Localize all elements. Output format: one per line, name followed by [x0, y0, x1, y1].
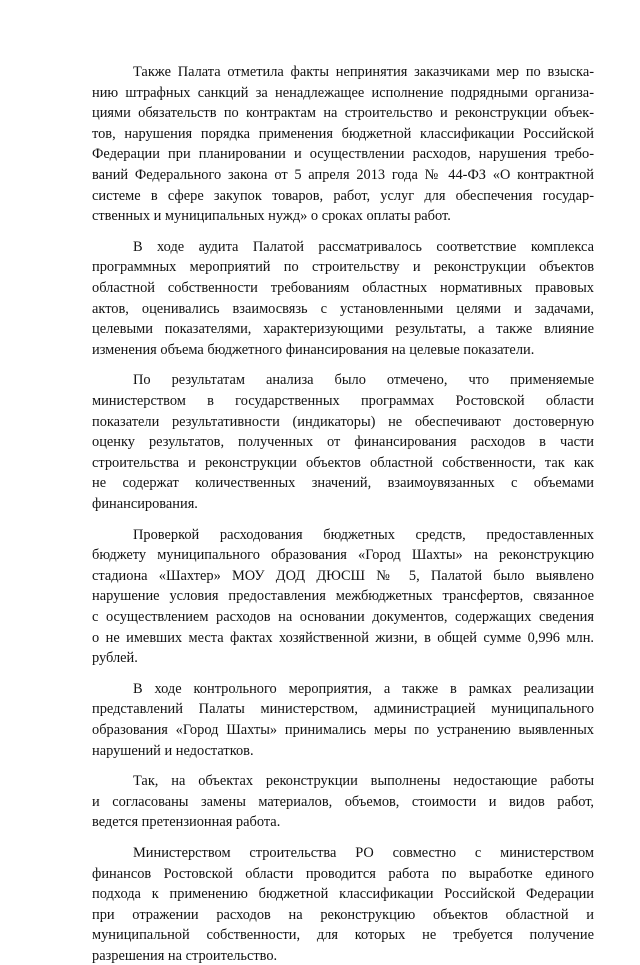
text-line: о не имевших места фактах хозяйственной жизни, в общей сумме 0,996 млн. — [92, 630, 594, 646]
text-line: программных мероприятий по строительству и реконструкции объектов — [92, 259, 594, 275]
text-line: финансирования. — [92, 496, 198, 512]
text-line: при отражении расходов на реконструкцию объектов областной и — [92, 907, 594, 923]
text-line: Министерством строительства РО совместно с министерством — [133, 845, 594, 861]
text-line: нию штрафных санкций за ненадлежащее исполнение подрядными организа- — [92, 85, 594, 101]
text-line: Так, на объектах реконструкции выполнены недостающие работы — [133, 773, 594, 789]
text-line: и согласованы замены материалов, объемов, стоимости и видов работ, — [92, 794, 594, 810]
text-line: рублей. — [92, 650, 138, 666]
text-line: показатели результативности (индикаторы) не обеспечивают достоверную — [92, 414, 594, 430]
text-line: По результатам анализа было отмечено, что применяемые — [133, 372, 594, 388]
text-line: тов, нарушения порядка применения бюджетной классификации Российской — [92, 126, 594, 142]
text-line: целевыми показателями, характеризующими результаты, а также влияние — [92, 321, 594, 337]
text-line: не содержат количественных значений, взаимоувязанных с объемами — [92, 475, 594, 491]
text-line: муниципальной собственности, для которых не требуется получение — [92, 927, 594, 943]
text-line: представлений Палаты министерством, администрацией муниципального — [92, 701, 594, 717]
text-line: бюджету муниципального образования «Город Шахты» на реконструкцию — [92, 547, 594, 563]
text-line: Также Палата отметила факты непринятия заказчиками мер по взыска- — [133, 64, 594, 80]
text-line: В ходе контрольного мероприятия, а также в рамках реализации — [133, 681, 594, 697]
text-line: системе в сфере закупок товаров, работ, услуг для обеспечения государ- — [92, 188, 594, 204]
text-line: ваний Федерального закона от 5 апреля 2013 года № 44-ФЗ «О контрактной — [92, 167, 594, 183]
text-line: разрешения на строительство. — [92, 948, 278, 964]
text-line: В ходе аудита Палатой рассматривалось соответствие комплекса — [133, 239, 594, 255]
text-line: финансов Ростовской области проводится работа по выработке единого — [92, 866, 594, 882]
text-line: министерством в государственных программах Ростовской области — [92, 393, 594, 409]
text-line: ведется претензионная работа. — [92, 814, 281, 830]
text-line: актов, оценивались взаимосвязь с установленными целями и задачами, — [92, 301, 594, 317]
text-line: изменения объема бюджетного финансирования на целевые показатели. — [92, 342, 535, 358]
text-line: Федерации при планировании и осуществлении расходов, нарушения требо- — [92, 146, 594, 162]
text-line: образования «Город Шахты» принимались меры по устранению выявленных — [92, 722, 594, 738]
text-line: с осуществлением расходов на основании документов, содержащих сведения — [92, 609, 594, 625]
text-line: строительства и реконструкции объектов областной собственности, так как — [92, 455, 594, 471]
text-line: областной собственности требованиям областных нормативных правовых — [92, 280, 594, 296]
text-line: оценку результатов, полученных от финансирования расходов в части — [92, 434, 594, 450]
text-line: Проверкой расходования бюджетных средств, предоставленных — [133, 527, 594, 543]
text-line: нарушений и недостатков. — [92, 743, 254, 759]
text-line: ственных и муниципальных нужд» о сроках оплаты работ. — [92, 208, 451, 224]
text-line: подхода к применению бюджетной классификации Российской Федерации — [92, 886, 594, 902]
text-line: стадиона «Шахтер» МОУ ДОД ДЮСШ № 5, Палатой было выявлено — [92, 568, 594, 584]
text-line: циями обязательств по контрактам на строительство и реконструкции объек- — [92, 105, 594, 121]
text-line: нарушение условия предоставления межбюджетных трансфертов, связанное — [92, 588, 594, 604]
